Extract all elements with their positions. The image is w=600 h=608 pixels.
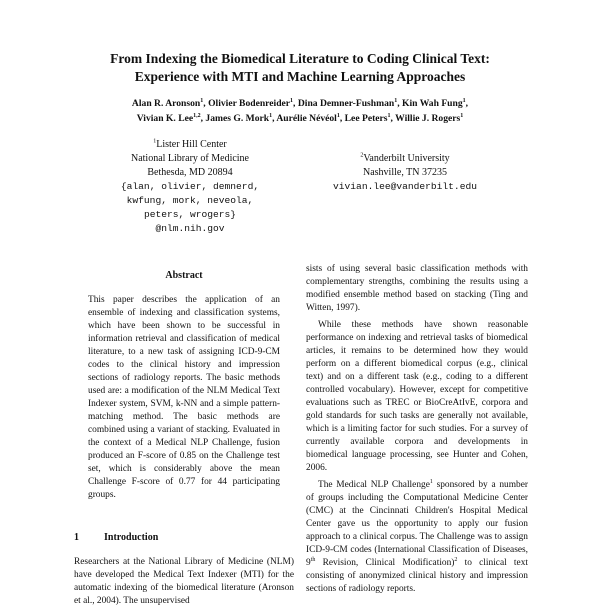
author-name: Willie J. Rogers [395, 113, 461, 124]
author-affiliation-mark: 1 [269, 112, 273, 119]
affiliation-email: vivian.lee@vanderbilt.edu [333, 181, 477, 192]
author-name: Kin Wah Fung [402, 98, 463, 109]
author-line-2 [0, 111, 600, 126]
author-affiliation-mark: 1 [336, 112, 340, 119]
affiliation-nlm [90, 138, 290, 236]
author-name: Olivier Bodenreider [208, 98, 291, 109]
affiliation-mark: 1 [153, 138, 157, 145]
author-affiliation-mark: 1 [460, 112, 464, 119]
introduction-text: Researchers at the National Library of Medicine (NLM) have developed the Medical Text Indexer (MTI) for the automatic indexing of the biomedical literature (Aronson et al., 2004). The unsupervised [74, 557, 294, 606]
author-separator: , [465, 98, 469, 109]
title-line-2: Experience with MTI and Machine Learning Approaches [134, 69, 466, 84]
author-name: Dina Demner-Fushman [297, 98, 395, 109]
paper-title [0, 50, 600, 86]
affiliation-emails [90, 180, 290, 236]
author-separator: , [200, 113, 206, 124]
author-affiliation-mark: 1 [462, 97, 466, 104]
paragraph: While these methods have shown reasonable performance on indexing and retrieval tasks of biomedical articles, it remains to be determined how they would perform on a different biomedical corpus (e.g., clinical text) and on a different task (e.g., coding to a different controlled vocabulary). However, except for competitive evaluations such as TREC or BioCreAtIvE, corpora and gold standards for such tasks are generally not available, which is a limiting factor for such studies. For a survey of currently available corpora and developments in biomedical language processing, see Hunter and Cohen, 2006. [306, 320, 528, 473]
author-separator: , [272, 113, 277, 124]
author-separator: , [203, 98, 209, 109]
author-separator: , [293, 98, 298, 109]
author-affiliation-mark: 1 [394, 97, 398, 104]
affiliation-center: Lister Hill Center [156, 139, 227, 150]
email-line: peters, wrogers} [143, 209, 237, 220]
author-name: Alan R. Aronson [131, 98, 201, 109]
author-affiliation-mark: 1 [290, 97, 294, 104]
email-line: {alan, olivier, demnerd, [120, 181, 260, 192]
abstract-heading: Abstract [165, 270, 203, 281]
affiliation-address: Nashville, TN 37235 [363, 167, 447, 178]
author-separator: , [397, 98, 403, 109]
section-number: 1 [74, 532, 79, 543]
footnote-mark: 1 [429, 478, 433, 485]
title-line-1: From Indexing the Biomedical Literature to Coding Clinical Text: [110, 51, 490, 66]
author-separator: , [339, 113, 345, 124]
abstract-text: This paper describes the application of an ensemble of indexing and classification systems, which have been shown to be successful in information retrieval and classification of medical literature, to a new task of assigning ICD-9-CM codes to the clinical history and impression sections of radiology reports. The basic methods used are: a modification of the NLM Medical Text Indexer system, SVM, k-NN and a simple pattern-matching method. The basic methods are combined using a variant of stacking. Evaluated in the context of a Medical NLP Challenge, fusion produced an F-score of 0.85 on the Challenge test set, which is considerably above the mean Challenge F-score of 0.77 for 44 participating groups. [88, 295, 280, 500]
affiliation-mark: 2 [360, 152, 364, 159]
email-domain: @nlm.nih.gov [155, 223, 225, 234]
superscript: th [310, 556, 316, 563]
affiliation-institution: Vanderbilt University [363, 153, 450, 164]
section-title: Introduction [104, 532, 159, 543]
affiliation-institution: National Library of Medicine [130, 153, 249, 164]
right-column [306, 263, 528, 600]
author-separator: , [390, 113, 396, 124]
author-name: Lee Peters [344, 113, 388, 124]
email-line: kwfung, mork, neveola, [126, 195, 254, 206]
author-name: James G. Mork [205, 113, 270, 124]
footnote-mark: 2 [454, 556, 458, 563]
author-name: Aurélie Névéol [276, 113, 337, 124]
author-affiliation-mark: 1,2 [193, 112, 201, 119]
paragraph: sists of using several basic classification methods with complementary strengths, combining the results using a modified ensemble method based on stacking (Ting and Witten, 1997). [306, 264, 528, 313]
author-name: Vivian K. Lee [136, 113, 194, 124]
affiliation-address: Bethesda, MD 20894 [147, 167, 233, 178]
author-line-1 [0, 96, 600, 111]
affiliation-vanderbilt [300, 152, 510, 194]
author-affiliation-mark: 1 [200, 97, 204, 104]
section-heading [74, 532, 294, 543]
author-list [0, 96, 600, 126]
paragraph: The Medical NLP Challenge$^1$ sponsored by a number of groups including the Computational Medicine Center (CMC) at the Cincinnati Children's Hospital Medical Center gave us the opportunity to apply our fusion approach to a clinical corpus. The Challenge was to assign ICD-9-CM codes (International Classification of Diseases, 9th Revision, Clinical Modification)$^2$ to clinical text consisting of anonymized clinical history and impression sections of radiology reports. [306, 478, 528, 594]
author-affiliation-mark: 1 [387, 112, 391, 119]
